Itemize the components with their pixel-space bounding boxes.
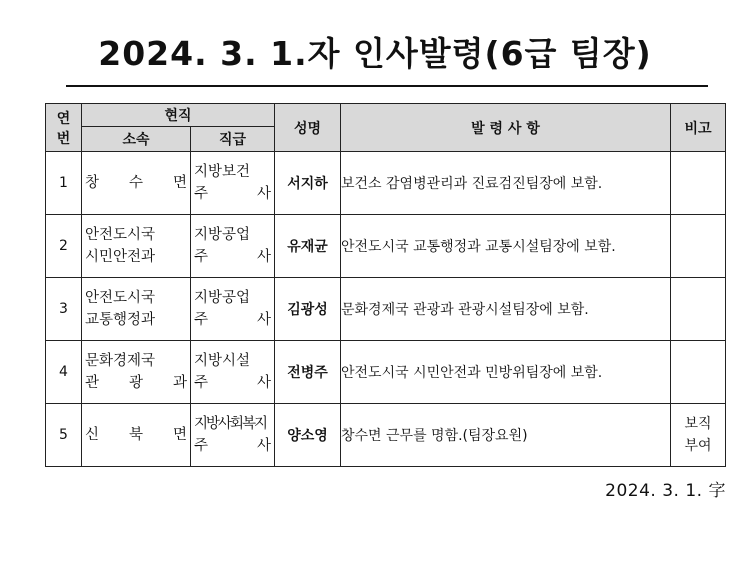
rank-line1: 지방사회복지 [194,416,267,432]
header-rank: 직급 [191,127,275,152]
table-row [46,215,726,278]
department-line1: 문화경제국 [85,353,156,369]
rank-line2: 주 사 [194,312,271,328]
appointment-cell: 안전도시국 시민안전과 민방위팀장에 보함. [341,341,671,404]
header-department: 소속 [82,127,191,152]
department-line1: 안전도시국 [85,227,156,243]
department-line2: 시민안전과 [85,249,156,265]
table-row [46,278,726,341]
department-cell [82,278,191,341]
document-title: 2024. 3. 1.자 인사발령(6급 팀장) [98,34,652,73]
department-line2: 관 광 과 [85,375,187,391]
note-line1: 보직 [684,416,712,432]
header-no-line2: 번 [56,130,71,147]
department-cell [82,215,191,278]
note-cell [671,215,726,278]
department-cell [82,152,191,215]
department-cell [82,341,191,404]
appointment-cell: 문화경제국 관광과 관광시설팀장에 보함. [341,278,671,341]
department-line1: 안전도시국 [85,290,156,306]
rank-cell [191,404,275,467]
name-cell: 김광성 [275,278,341,341]
row-number: 4 [46,341,82,404]
rank-line2: 주 사 [194,375,271,391]
header-no-line1: 연 [56,110,71,127]
header-appointment: 발 령 사 항 [341,104,671,152]
rank-cell [191,215,275,278]
rank-line2: 주 사 [194,186,271,202]
header-name: 성명 [275,104,341,152]
personnel-appointment-table [45,103,726,467]
appointment-cell: 보건소 감염병관리과 진료검진팀장에 보함. [341,152,671,215]
note-line2: 부여 [684,438,712,454]
name-cell: 서지하 [275,152,341,215]
note-cell [671,278,726,341]
rank-line1: 지방시설 [194,353,251,369]
appointment-cell: 창수면 근무를 명함.(팀장요원) [341,404,671,467]
appointment-cell: 안전도시국 교통행정과 교통시설팀장에 보함. [341,215,671,278]
rank-cell [191,152,275,215]
name-cell: 전병주 [275,341,341,404]
issue-date: 2024. 3. 1. 字 [605,481,726,501]
rank-line1: 지방공업 [194,227,251,243]
table-row [46,341,726,404]
table-row [46,404,726,467]
rank-cell [191,341,275,404]
name-cell: 유재균 [275,215,341,278]
header-current-position: 현직 [82,104,275,127]
department-cell [82,404,191,467]
header-note: 비고 [671,104,726,152]
title-underline [66,85,708,87]
note-cell [671,152,726,215]
department-line2: 교통행정과 [85,312,156,328]
rank-cell [191,278,275,341]
header-no [46,104,82,152]
note-cell [671,404,726,467]
rank-line2: 주 사 [194,249,271,265]
row-number: 2 [46,215,82,278]
row-number: 5 [46,404,82,467]
table-row [46,152,726,215]
rank-line1: 지방공업 [194,290,251,306]
rank-line2: 주 사 [194,438,271,454]
rank-line1: 지방보건 [194,164,251,180]
row-number: 1 [46,152,82,215]
name-cell: 양소영 [275,404,341,467]
note-cell [671,341,726,404]
department-line1: 신 북 면 [85,427,187,443]
department-line1: 창 수 면 [85,175,187,191]
row-number: 3 [46,278,82,341]
